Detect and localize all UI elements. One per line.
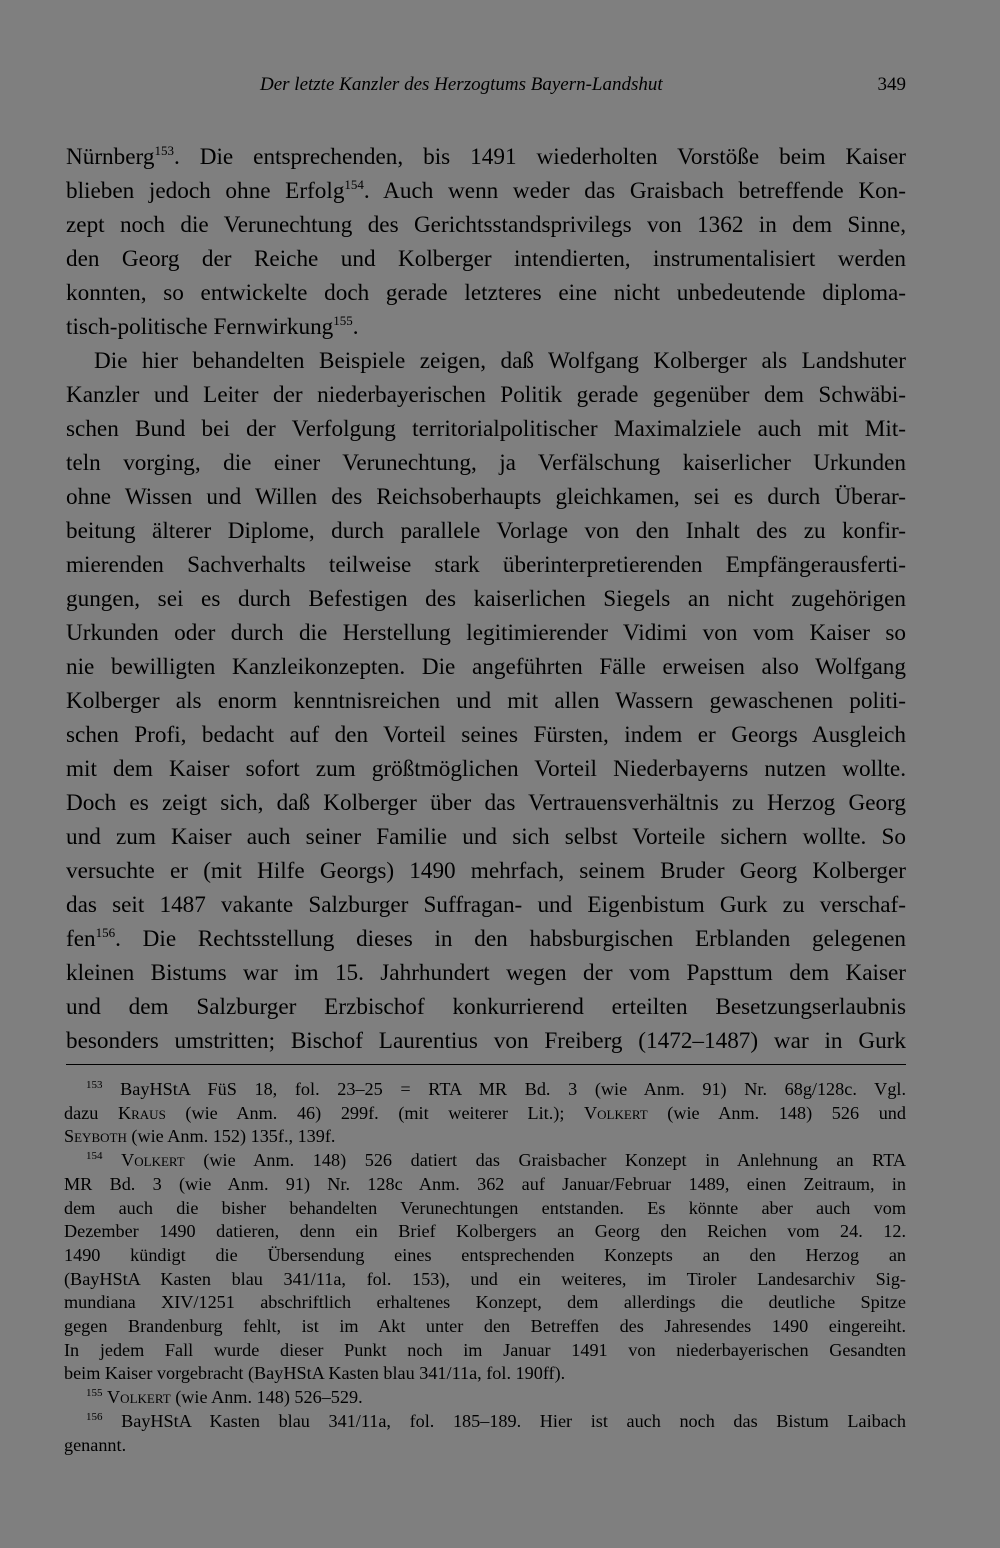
text-line: beitung älterer Diplome, durch parallele Vorlage von den Inhalt des zu konfir- (66, 518, 906, 544)
text-line: schen Bund bei der Verfolgung territorialpolitischer Maximalziele auch mit Mit- (66, 416, 906, 442)
text-line: MR Bd. 3 (wie Anm. 91) Nr. 128c Anm. 362 auf Januar/Februar 1489, einen Zeitraum, in (64, 1173, 906, 1194)
text-line: Kanzler und Leiter der niederbayerischen Politik gerade gegenüber dem Schwäbi- (66, 382, 906, 408)
text-line: schen Profi, bedacht auf den Vorteil seines Fürsten, indem er Georgs Ausgleich (66, 722, 906, 748)
text-line: beim Kaiser vorgebracht (BayHStA Kasten blau 341/11a, fol. 190ff). (64, 1363, 566, 1384)
text-line: das seit 1487 vakante Salzburger Suffragan- und Eigenbistum Gurk zu verschaf- (66, 892, 906, 918)
text-line (64, 1125, 906, 1149)
author-name: Seyboth (64, 1126, 127, 1147)
text-run: dazu (64, 1102, 118, 1123)
text-run: (wie Anm. 148) 526 datiert das Graisbacher Konzept in Anlehnung an RTA (184, 1150, 906, 1171)
text-line (66, 310, 906, 344)
text-line: zept noch die Verunechtung des Gerichtsstandsprivilegs von 1362 in dem Sinne, (66, 212, 906, 238)
text-line: kleinen Bistums war im 15. Jahrhundert wegen der vom Papsttum dem Kaiser (66, 960, 906, 986)
text-line: 1490 kündigt die Übersendung eines entsprechenden Konzepts an den Herzog an (64, 1244, 906, 1265)
text-run: (wie Anm. 46) 299f. (mit weiterer Lit.); (165, 1102, 585, 1123)
text-line: gegen Brandenburg fehlt, ist im Akt unter den Betreffen des Jahresendes 1490 eingereiht. (64, 1316, 906, 1337)
footnote-ref-153: 153 (154, 143, 174, 158)
footnote-ref-155: 155 (333, 313, 353, 328)
footnote-153 (64, 1078, 906, 1149)
author-name: Volkert (121, 1150, 185, 1171)
text-line: ohne Wissen und Willen des Reichsoberhaupts gleichkamen, sei es durch Überar- (66, 484, 906, 510)
text-line (64, 1102, 906, 1126)
text-line: versuchte er (mit Hilfe Georgs) 1490 mehrfach, seinem Bruder Georg Kolberger (66, 858, 906, 884)
author-name: Kraus (117, 1102, 166, 1123)
footnote-156 (64, 1410, 906, 1457)
page-number: 349 (877, 74, 906, 95)
footnote-155 (64, 1386, 906, 1410)
text-line: Dezember 1490 datieren, denn ein Brief Kolbergers an Georg den Reichen vom 24. 12. (64, 1221, 906, 1242)
text-run: Nürnberg (66, 144, 155, 170)
footnotes (64, 1078, 906, 1457)
text-line: In jedem Fall wurde dieser Punkt noch im Januar 1491 von niederbayerischen Gesandten (64, 1339, 906, 1360)
text-run: . Die Rechtsstellung dieses in den habsburgischen Erblanden gelegenen (115, 926, 906, 952)
text-line (64, 1149, 906, 1173)
text-run: BayHStA Kasten blau 341/11a, fol. 185–189. Hier ist auch noch das Bistum Laibach (121, 1410, 907, 1431)
text-line: mit dem Kaiser sofort zum größtmöglichen Vorteil Niederbayerns nutzen wollte. (66, 756, 906, 782)
text-run: . Auch wenn weder das Graisbach betreffende Kon- (363, 178, 906, 204)
footnote-154 (64, 1149, 906, 1386)
text-line (64, 1410, 906, 1434)
text-line: konnten, so entwickelte doch gerade letzteres eine nicht unbedeutende diploma- (66, 280, 906, 306)
text-run: . (352, 314, 359, 340)
running-title: Der letzte Kanzler des Herzogtums Bayern-Landshut (260, 74, 663, 95)
text-line: den Georg der Reiche und Kolberger intendierten, instrumentalisiert werden (66, 246, 906, 272)
text-run: (wie Anm. 152) 135f., 139f. (126, 1126, 336, 1147)
main-text (66, 140, 906, 1058)
author-name: Volkert (584, 1102, 648, 1123)
text-run: (wie Anm. 148) 526–529. (170, 1387, 363, 1408)
footnote-separator (66, 1064, 906, 1065)
text-line: Urkunden oder durch die Herstellung legitimierender Vidimi von vom Kaiser so (66, 620, 906, 646)
text-line: und dem Salzburger Erzbischof konkurrierend erteilten Besetzungserlaubnis (66, 994, 906, 1020)
text-line: und zum Kaiser auch seiner Familie und sich selbst Vorteile sichern wollte. So (66, 824, 906, 850)
text-line: mundiana XIV/1251 abschriftlich erhaltenes Konzept, dem allerdings die deutliche Spitze (64, 1292, 906, 1313)
text-line: besonders umstritten; Bischof Laurentius von Freiberg (1472–1487) war in Gurk (66, 1028, 906, 1054)
footnote-number: 155 (86, 1387, 103, 1400)
running-header (260, 74, 906, 104)
text-line: Kolberger als enorm kenntnisreichen und mit allen Wassern gewaschenen politi- (66, 688, 906, 714)
text-line: gungen, sei es durch Befestigen des kaiserlichen Siegels an nicht zugehörigen (66, 586, 906, 612)
text-line: dem auch die bisher behandelten Verunechtungen entstanden. Es könnte aber auch vom (64, 1197, 906, 1218)
text-run: (wie Anm. 148) 526 und (647, 1102, 906, 1123)
footnote-number: 154 (86, 1150, 103, 1163)
text-line: genannt. (64, 1434, 127, 1455)
text-run: tisch-politische Fernwirkung (66, 314, 334, 340)
text-line: Die hier behandelten Beispiele zeigen, daß Wolfgang Kolberger als Landshuter (94, 348, 906, 374)
text-line (66, 174, 906, 208)
footnote-number: 153 (86, 1079, 103, 1091)
text-line (66, 140, 906, 174)
text-line: mierenden Sachverhalts teilweise stark überinterpretierenden Empfängerausferti- (66, 552, 906, 578)
text-run: blieben jedoch ohne Erfolg (66, 178, 345, 204)
paragraph-2 (66, 344, 906, 1058)
footnote-ref-156: 156 (95, 925, 116, 940)
text-run: BayHStA FüS 18, fol. 23–25 = RTA MR Bd. 3 (wie Anm. 91) Nr. 68g/128c. Vgl. (120, 1079, 907, 1099)
footnote-number: 156 (86, 1410, 103, 1423)
footnote-ref-154: 154 (344, 177, 364, 192)
paragraph-1 (66, 140, 906, 344)
text-run: fen (66, 926, 96, 952)
text-line: nie bewilligten Kanzleikonzepten. Die angeführten Fälle erweisen also Wolfgang (66, 654, 906, 680)
text-line: (BayHStA Kasten blau 341/11a, fol. 153), und ein weiteres, im Tiroler Landesarchiv Sig- (64, 1268, 906, 1289)
text-line (64, 1078, 906, 1102)
text-run: . Die entsprechenden, bis 1491 wiederholten Vorstöße beim Kaiser (173, 144, 906, 170)
author-name: Volkert (107, 1387, 171, 1408)
text-line: Doch es zeigt sich, daß Kolberger über das Vertrauensverhältnis zu Herzog Georg (66, 790, 906, 816)
text-line: teln vorging, die einer Verunechtung, ja Verfälschung kaiserlicher Urkunden (66, 450, 906, 476)
text-line (64, 1386, 906, 1410)
text-line (66, 922, 906, 956)
